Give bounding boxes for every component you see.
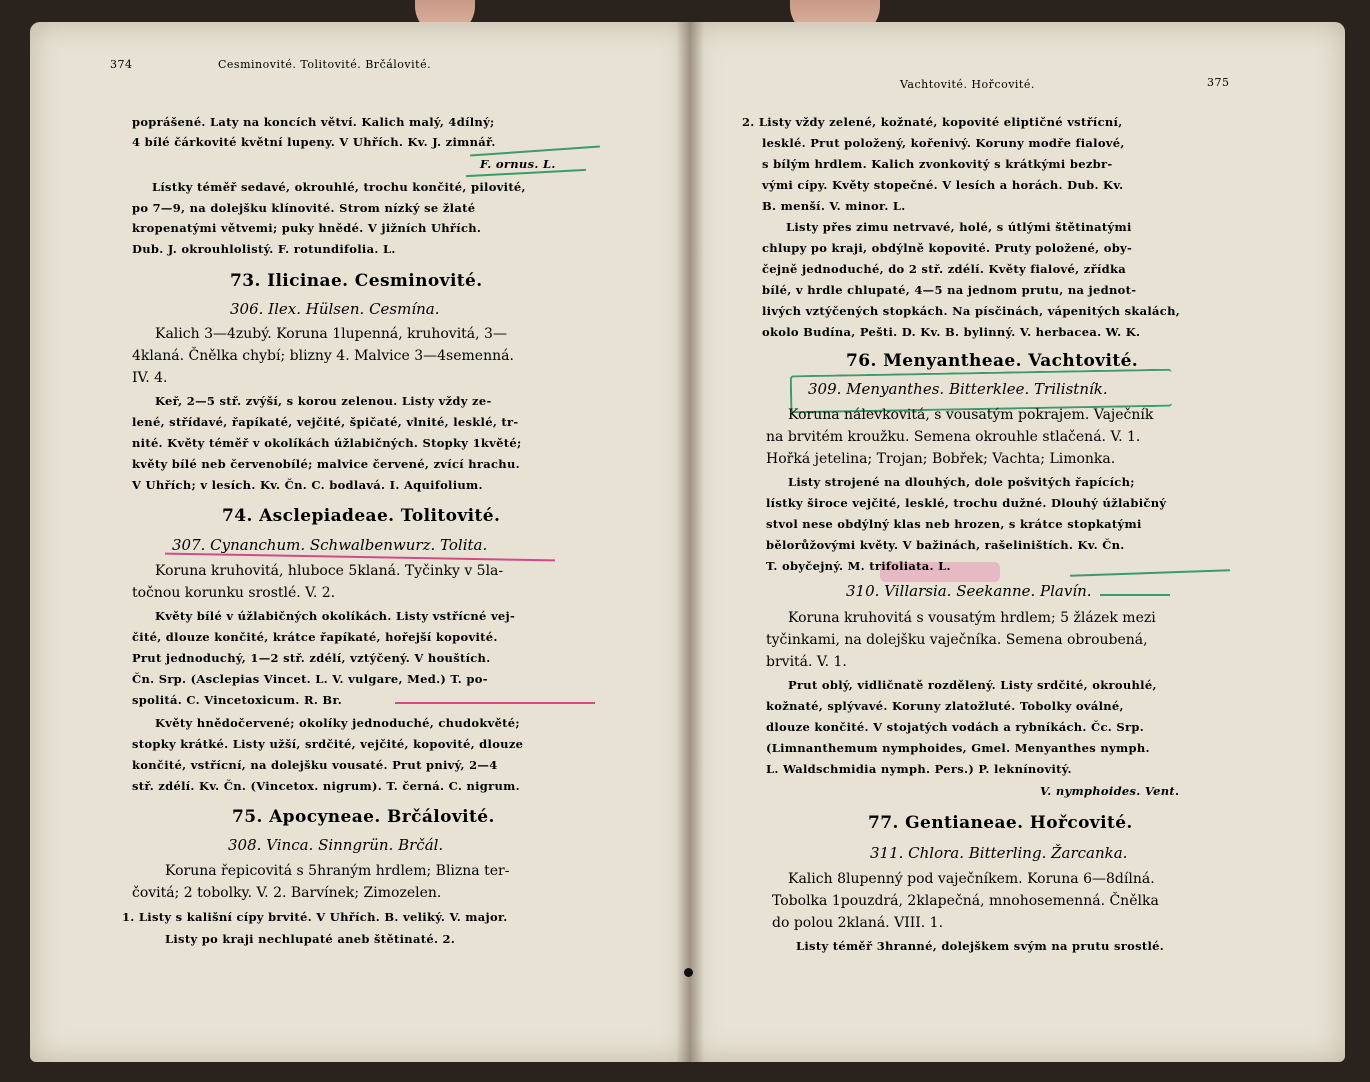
text-line: spolitá. C. Vincetoxicum. R. Br. [132,693,343,707]
species-name: V. nymphoides. Vent. [1040,784,1180,798]
text-line: končité, vstřícní, na dolejšku vousaté. Prut pnivý, 2—4 [132,758,498,772]
text-line: do polou 2klaná. VIII. 1. [772,915,944,931]
text-line: Kalich 3—4zubý. Koruna 1lupenná, kruhovitá, 3— [155,326,507,342]
text-line: okolo Budína, Pešti. D. Kv. B. bylinný. V. herbacea. W. K. [762,325,1141,339]
text-line: Prut jednoduchý, 1—2 stř. zdélí, vztýčený. V houštích. [132,651,491,665]
text-line: B. menší. V. minor. L. [762,199,906,213]
family-heading: 76. Menyantheae. Vachtovité. [846,351,1139,371]
genus-heading: 310. Villarsia. Seekanne. Plavín. [846,582,1092,600]
text-line: stvol nese obdýlný klas neb hrozen, s krátce stopkatými [766,517,1142,531]
text-line: bělorůžovými květy. V bažinách, rašeliništích. Kv. Čn. [766,538,1125,552]
genus-heading: 307. Cynanchum. Schwalbenwurz. Tolita. [172,536,488,554]
family-heading: 74. Asclepiadeae. Tolitovité. [222,506,501,526]
text-line: Listy téměř 3hranné, dolejškem svým na prutu srostlé. [796,939,1165,953]
text-line: chlupy po kraji, obdýlně kopovité. Pruty položené, oby- [762,241,1133,255]
left-page-number: 374 [110,58,133,71]
text-line: brvitá. V. 1. [766,654,847,670]
text-line: Koruna nálevkovitá, s vousatým pokrajem. Vaječník [788,407,1154,423]
text-line: Květy hnědočervené; okolíky jednoduché, chudokvěté; [155,716,520,730]
text-line: Listy strojené na dlouhých, dole pošvitých řapících; [788,475,1135,489]
text-line: Koruna řepicovitá s 5hraným hrdlem; Blizna ter- [165,863,510,879]
text-line: Listy po kraji nechlupaté aneb štětinaté. 2. [165,932,456,946]
text-line: s bílým hrdlem. Kalich zvonkovitý s krátkými bezbr- [762,157,1113,171]
text-line: čité, dlouze končité, krátce řapíkaté, hořejší kopovité. [132,630,498,644]
text-line: Čn. Srp. (Asclepias Vincet. L. V. vulgare, Med.) T. po- [132,672,488,686]
text-line: po 7—9, na dolejšku klínovité. Strom nízký se žlaté [132,201,476,215]
text-line: V Uhřích; v lesích. Kv. Čn. C. bodlavá. I. Aquifolium. [132,478,483,492]
text-line: kropenatými větvemi; puky hnědé. V jižních Uhřích. [132,221,482,235]
text-line: poprášené. Laty na koncích větví. Kalich malý, 4dílný; [132,115,495,129]
right-page-number: 375 [1207,76,1230,89]
text-line: stř. zdélí. Kv. Čn. (Vincetox. nigrum). T. černá. C. nigrum. [132,779,520,793]
book-gutter [676,22,704,1062]
text-line: čejně jednoduché, do 2 stř. zdélí. Květy fialové, zřídka [762,262,1126,276]
text-line: Keř, 2—5 stř. zvýší, s korou zelenou. Listy vždy ze- [155,394,492,408]
text-line: Prut oblý, vidličnatě rozdělený. Listy srdčité, okrouhlé, [788,678,1157,692]
text-line: 2. Listy vždy zelené, kožnaté, kopovité eliptičné vstřícní, [742,115,1123,129]
text-line: lesklé. Prut položený, kořenivý. Koruny modře fialové, [762,136,1125,150]
text-line: IV. 4. [132,370,168,386]
text-line: bílé, v hrdle chlupaté, 4—5 na jednom prutu, na jednot- [762,283,1137,297]
text-line: 1. Listy s kališní cípy brvité. V Uhřích. B. veliký. V. major. [122,910,508,924]
text-line: lené, střídavé, řapíkaté, vejčité, špičaté, vlnité, lesklé, tr- [132,415,519,429]
text-line: livých vztýčených stopkách. Na písčinách, vápenitých skalách, [762,304,1181,318]
text-line: Koruna kruhovitá, hluboce 5klaná. Tyčinky v 5la- [155,563,504,579]
text-line: Dub. J. okrouhlolistý. F. rotundifolia. L. [132,242,396,256]
text-line: (Limnanthemum nymphoides, Gmel. Menyanthes nymph. [766,741,1150,755]
text-line: točnou korunku srostlé. V. 2. [132,585,336,601]
text-line: kožnaté, splývavé. Koruny zlatožluté. Tobolky oválné, [766,699,1124,713]
family-heading: 75. Apocyneae. Brčálovité. [232,807,495,827]
text-line: Hořká jetelina; Trojan; Bobřek; Vachta; Limonka. [766,451,1116,467]
text-line: Tobolka 1pouzdrá, 2klapečná, mnohosemenná. Čnělka [772,893,1159,909]
pink-underline [395,702,595,704]
genus-heading: 306. Ilex. Hülsen. Cesmína. [230,300,440,318]
text-line: dlouze končité. V stojatých vodách a rybníkách. Čc. Srp. [766,720,1144,734]
text-line: Květy bílé v úžlabičných okolíkách. Listy vstřícné vej- [155,609,516,623]
genus-heading: 311. Chlora. Bitterling. Žarcanka. [870,844,1128,862]
family-heading: 73. Ilicinae. Cesminovité. [230,271,483,291]
text-line: tyčinkami, na dolejšku vaječníka. Semena obroubená, [766,632,1148,648]
genus-heading: 309. Menyanthes. Bitterklee. Trilistník. [808,380,1108,398]
family-heading: 77. Gentianeae. Hořcovité. [868,813,1133,833]
text-line: na brvitém kroužku. Semena okrouhle stlačená. V. 1. [766,429,1141,445]
right-running-head: Vachtovité. Hořcovité. [900,78,1035,91]
text-line: Kalich 8lupenný pod vaječníkem. Koruna 6—8dílná. [788,871,1155,887]
text-line: čovitá; 2 tobolky. V. 2. Barvínek; Zimozelen. [132,885,442,901]
genus-heading: 308. Vinca. Sinngrün. Brčál. [228,836,444,854]
text-line: lístky široce vejčité, lesklé, trochu dužné. Dlouhý úžlabičný [766,496,1167,510]
text-line: Listy přes zimu netrvavé, holé, s útlými štětinatými [786,220,1132,234]
text-line: Lístky téměř sedavé, okrouhlé, trochu končité, pilovité, [152,180,526,194]
text-line: Koruna kruhovitá s vousatým hrdlem; 5 žlázek mezi [788,610,1156,626]
text-line: T. obyčejný. M. trifoliata. L. [766,559,951,573]
text-line: květy bílé neb červenobílé; malvice červené, zvící hrachu. [132,457,520,471]
ink-dot [684,968,693,977]
text-line: L. Waldschmidia nymph. Pers.) P. leknínovitý. [766,762,1072,776]
text-line: 4klaná. Čnělka chybí; blizny 4. Malvice 3—4semenná. [132,348,514,364]
text-line: stopky krátké. Listy užší, srdčité, vejčité, kopovité, dlouze [132,737,524,751]
green-underline [1100,594,1170,596]
text-line: nité. Květy téměř v okolíkách úžlabičných. Stopky 1květé; [132,436,522,450]
text-line: 4 bílé čárkovité květní lupeny. V Uhřích. Kv. J. zimnář. [132,135,496,149]
species-name: F. ornus. L. [480,157,556,171]
left-running-head: Cesminovité. Tolitovité. Brčálovité. [218,58,432,71]
text-line: vými cípy. Květy stopečné. V lesích a horách. Dub. Kv. [762,178,1124,192]
